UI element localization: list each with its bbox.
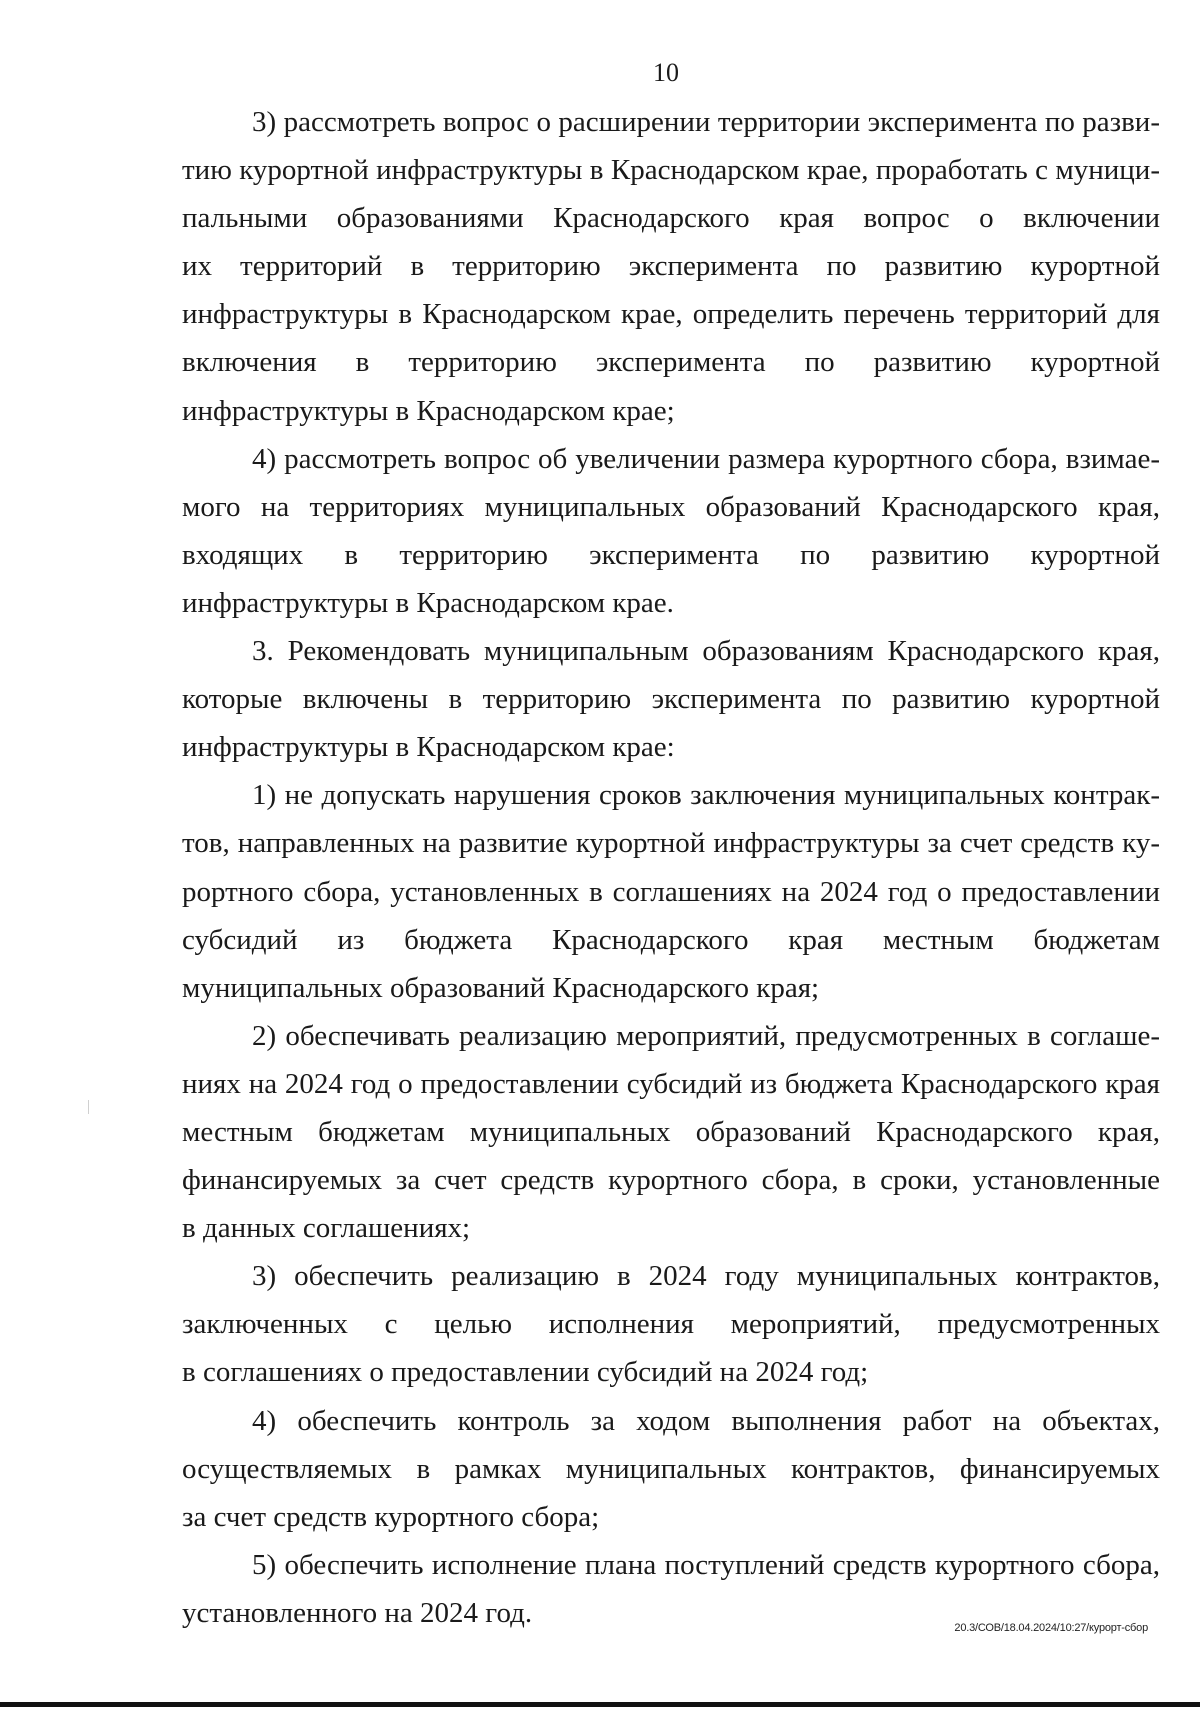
paragraph-implement-contracts: 3) обеспечить реализацию в 2024 году муниципальных контрактов, заключенных с целью исполнения мероприятий, предусмотренных в соглашениях о предоставлении субсидий на 2024 год; <box>182 1260 1160 1389</box>
paragraph-recommend-municipalities: 3. Рекомендовать муниципальным образованиям Краснодарского края, которые включены в территорию эксперимента по развитию курортной инфраструктуры в Краснодарском крае: <box>182 635 1160 764</box>
paragraph-expand-territory: 3) рассмотреть вопрос о расширении территории эксперимента по развитию курортной инфраструктуры в Краснодарском крае, проработать с муниципальными образованиями Краснодарского края вопрос о включении их территорий в территорию эксперимента по развитию курортной инфраструктуры в Краснодарском крае, определить перечень территорий для включения в территорию эксперимента по развитию курортной инфраструктуры в Краснодарском крае; <box>182 106 1160 427</box>
page-number: 10 <box>653 58 679 87</box>
paragraph-revenue-plan: 5) обеспечить исполнение плана поступлений средств курортного сбора, установленного на 2024 год. <box>182 1548 1160 1629</box>
paragraph-contract-deadlines: 1) не допускать нарушения сроков заключения муниципальных контрактов, направленных на развитие курортной инфраструктуры за счет средств курортного сбора, установленных в соглашениях на 2024 год о предоставлении субсидий из бюджета Краснодарского края местным бюджетам муниципальных образований Краснодарского края; <box>182 779 1160 1004</box>
document-body <box>182 98 1160 1637</box>
page-bottom-edge <box>0 1702 1200 1707</box>
scan-artifact <box>88 1100 89 1114</box>
paragraph-implement-measures: 2) обеспечивать реализацию мероприятий, предусмотренных в соглашениях на 2024 год о предоставлении субсидий из бюджета Краснодарского края местным бюджетам муниципальных образований Краснодарского края, финансируемых за счет средств курортного сбора, в сроки, установленные в данных соглашениях; <box>182 1019 1160 1245</box>
paragraph-control-works: 4) обеспечить контроль за ходом выполнения работ на объектах, осуществляемых в рамках муниципальных контрактов, финансируемых за счет средств курортного сбора; <box>182 1404 1160 1533</box>
paragraph-increase-fee: 4) рассмотреть вопрос об увеличении размера курортного сбора, взимаемого на территориях муниципальных образований Краснодарского края, входящих в территорию эксперимента по развитию курортной инфраструктуры в Краснодарском крае. <box>182 442 1160 619</box>
document-footer-code: 20.3/СОВ/18.04.2024/10:27/курорт-сбор <box>954 1622 1148 1634</box>
